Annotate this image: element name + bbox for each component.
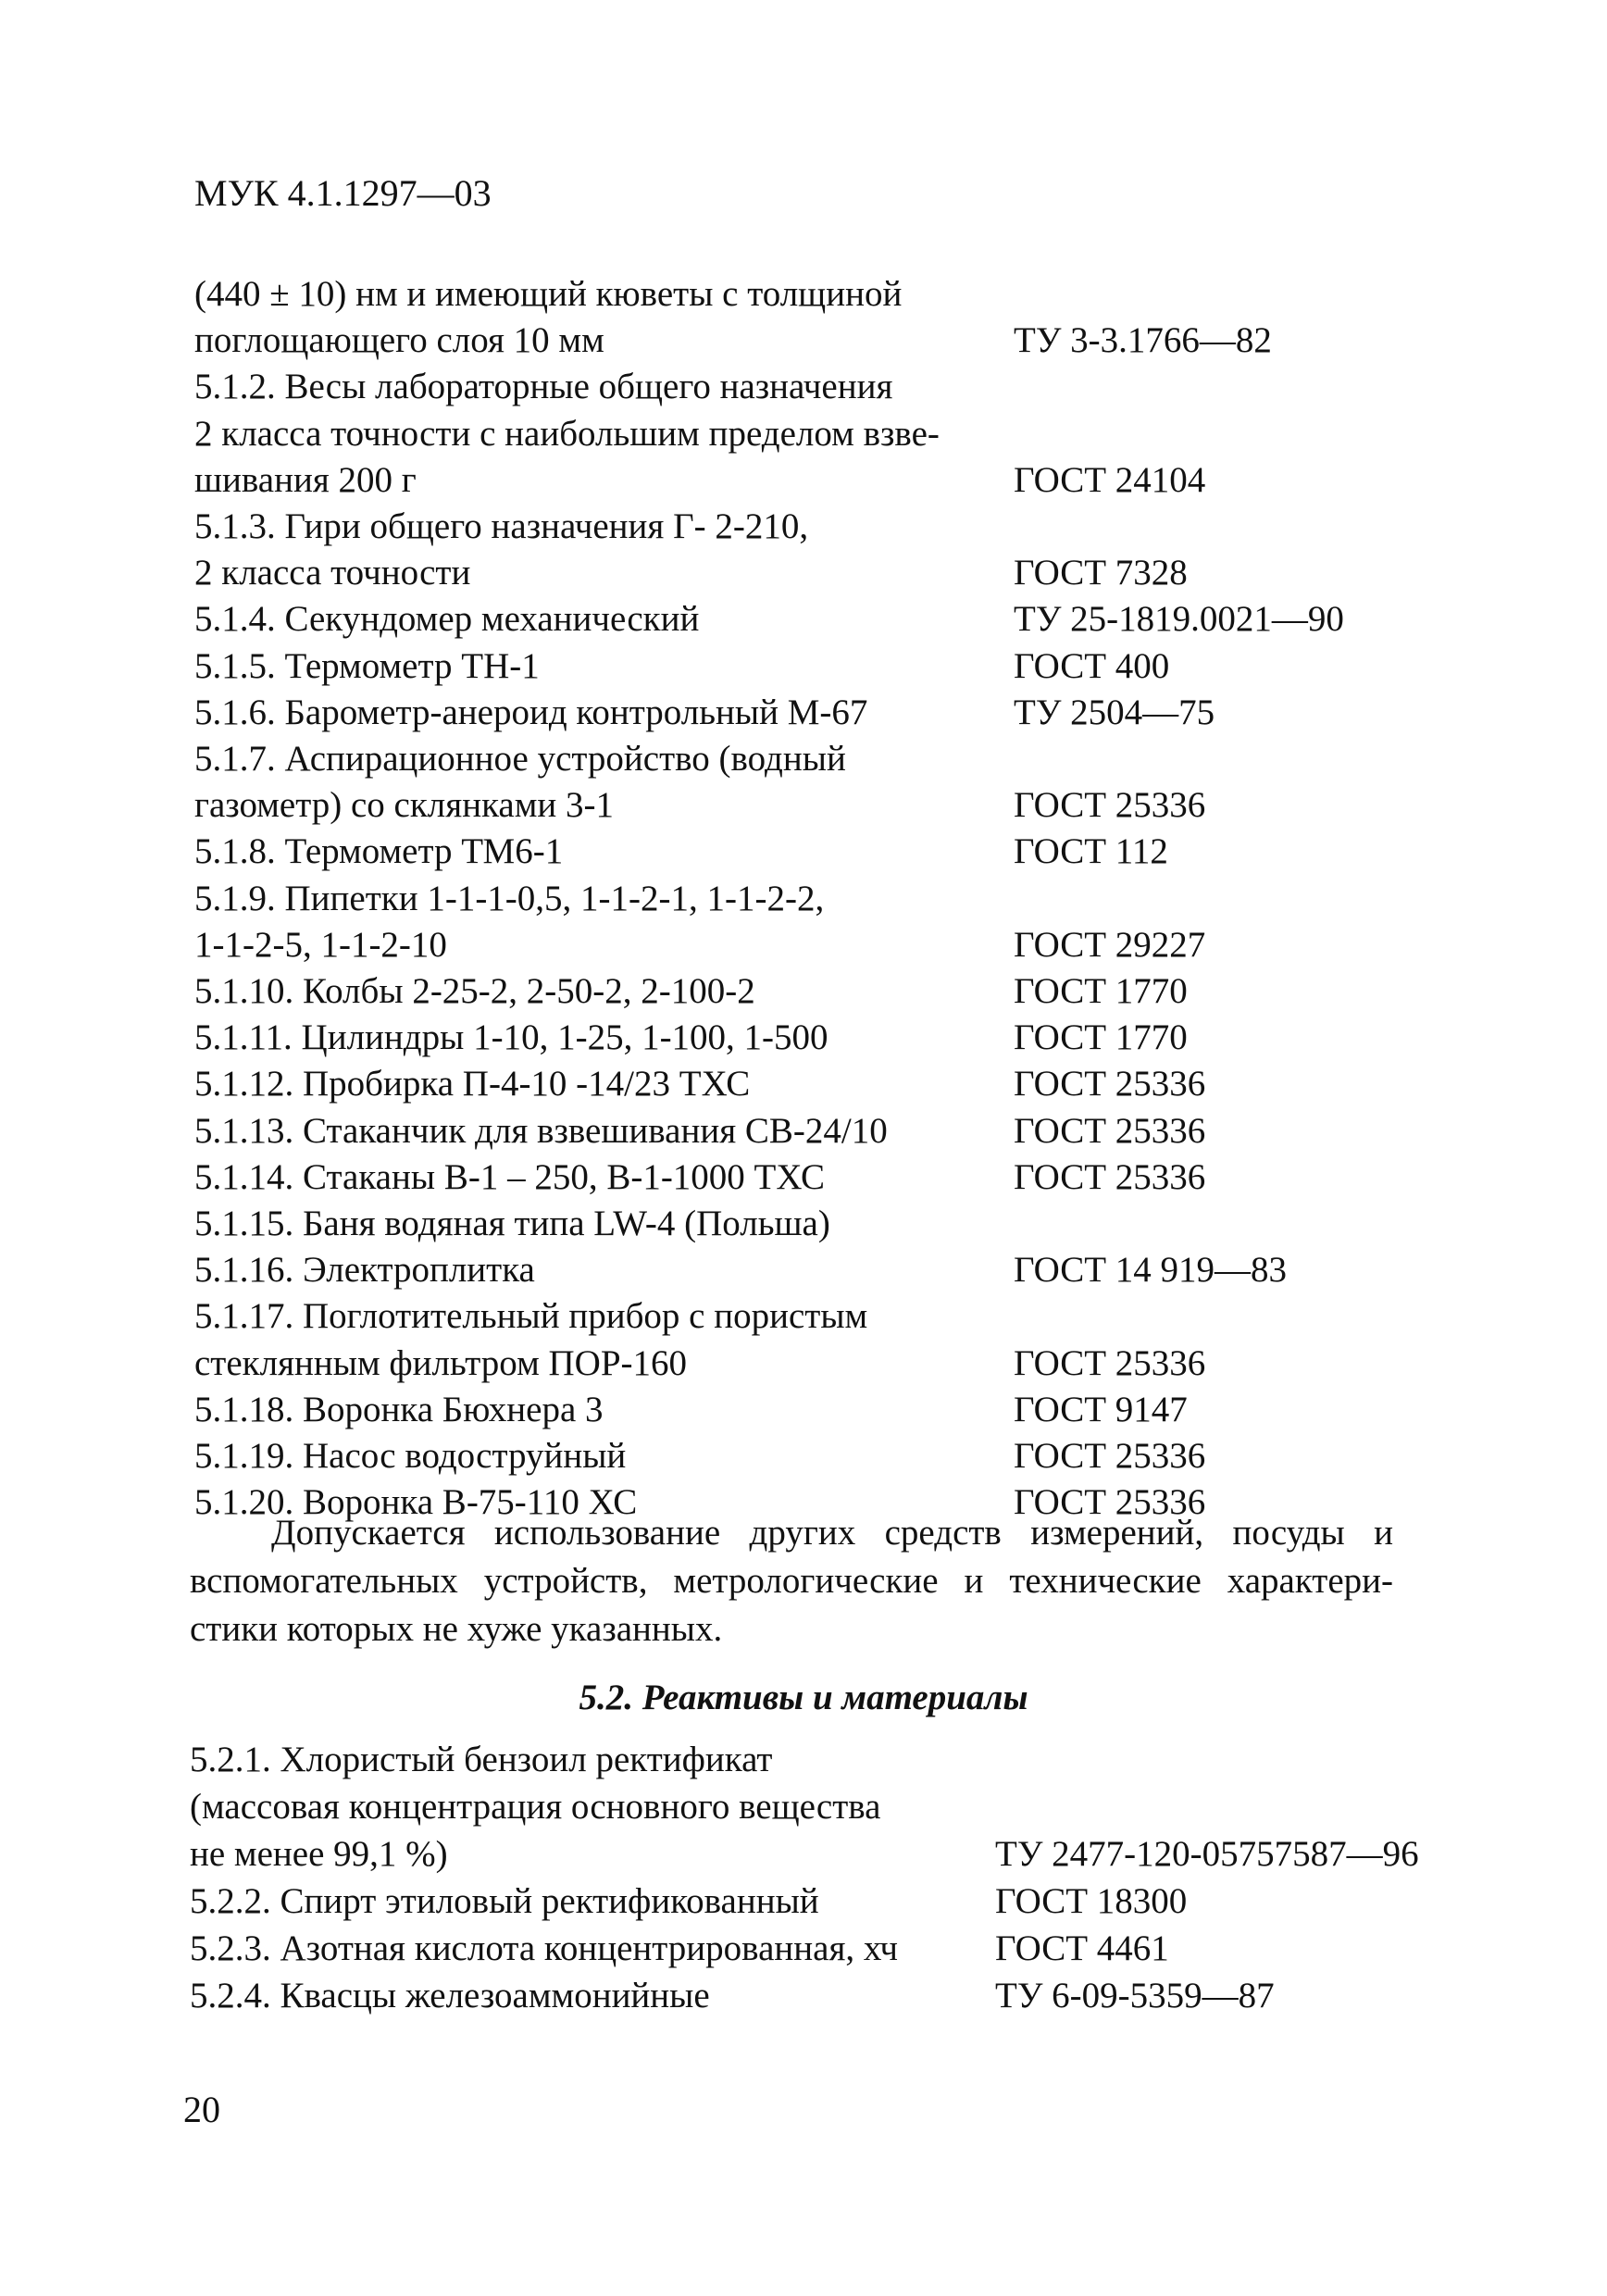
item-standard: ТУ 2477-120-05757587—96: [995, 1834, 1419, 1874]
item-text: 5.1.8. Термометр ТМ6-1: [194, 831, 564, 872]
item-standard: ГОСТ 25336: [1014, 1110, 1206, 1151]
item-text: 5.1.13. Стаканчик для взвешивания СВ-24/10: [194, 1110, 888, 1151]
list-row: [194, 1201, 1435, 1247]
list-row: [194, 504, 1435, 550]
item-text: 5.1.12. Пробирка П-4-10 -14/23 ТХС: [194, 1064, 751, 1104]
item-standard: ГОСТ 1770: [1014, 1017, 1188, 1058]
item-text: 5.1.18. Воронка Бюхнера 3: [194, 1389, 604, 1429]
list-row: [194, 968, 1435, 1015]
list-row: [190, 1736, 1467, 1783]
list-row: [190, 1972, 1467, 2019]
equipment-list: [194, 271, 1435, 1526]
list-row: [194, 1387, 1435, 1433]
list-row: [194, 1154, 1435, 1201]
item-standard: ТУ 2504—75: [1014, 692, 1215, 732]
list-row: [194, 457, 1435, 504]
note-line: стики которых не хуже указанных.: [190, 1609, 723, 1649]
item-text: газометр) со склянками 3-1: [194, 785, 615, 826]
list-row: [194, 1247, 1435, 1293]
list-row: [194, 1433, 1435, 1479]
list-row: [190, 1878, 1467, 1925]
item-text: 2 класса точности: [194, 553, 471, 593]
item-text: 5.1.4. Секундомер механический: [194, 599, 700, 640]
item-text: (массовая концентрация основного вещества: [190, 1787, 881, 1827]
item-standard: ГОСТ 25336: [1014, 785, 1206, 826]
item-text: 5.2.2. Спирт этиловый ректификованный: [190, 1881, 819, 1921]
item-standard: ТУ 6-09-5359—87: [995, 1976, 1275, 2015]
list-row: [194, 1293, 1435, 1340]
list-row: [194, 1061, 1435, 1107]
item-standard: ГОСТ 18300: [995, 1881, 1188, 1921]
item-text: 5.1.6. Барометр-анероид контрольный М-67: [194, 692, 868, 732]
page-number: 20: [183, 2089, 220, 2130]
item-text: 5.1.10. Колбы 2-25-2, 2-50-2, 2-100-2: [194, 971, 755, 1012]
item-text: 5.1.2. Весы лабораторные общего назначения: [194, 367, 893, 407]
list-row: [194, 643, 1435, 690]
list-row: [194, 364, 1435, 410]
item-text: 5.1.5. Термометр ТН-1: [194, 645, 540, 686]
list-row: [194, 1341, 1435, 1387]
list-row: [194, 876, 1435, 922]
item-text: шивания 200 г: [194, 459, 417, 500]
item-text: 5.2.4. Квасцы железоаммонийные: [190, 1976, 710, 2015]
item-standard: ТУ 25-1819.0021—90: [1014, 599, 1344, 640]
item-standard: ТУ 3-3.1766—82: [1014, 320, 1272, 361]
item-text: 5.1.11. Цилиндры 1-10, 1-25, 1-100, 1-500: [194, 1017, 828, 1058]
list-row: [194, 411, 1435, 457]
item-standard: ГОСТ 400: [1014, 645, 1170, 686]
item-text: 2 класса точности с наибольшим пределом взве-: [194, 413, 940, 454]
list-row: [194, 596, 1435, 643]
list-row: [194, 1015, 1435, 1061]
list-row: [190, 1925, 1467, 1972]
item-text: 5.2.1. Хлористый бензоил ректификат: [190, 1740, 773, 1779]
item-text: поглощающего слоя 10 мм: [194, 320, 604, 361]
item-text: 5.1.9. Пипетки 1-1-1-0,5, 1-1-2-1, 1-1-2-2,: [194, 878, 825, 918]
item-text: 5.1.15. Баня водяная типа LW-4 (Польша): [194, 1204, 830, 1244]
item-standard: ГОСТ 24104: [1014, 459, 1206, 500]
item-standard: ГОСТ 4461: [995, 1928, 1169, 1968]
item-standard: ГОСТ 14 919—83: [1014, 1250, 1288, 1291]
item-standard: ГОСТ 25336: [1014, 1064, 1206, 1104]
document-header: МУК 4.1.1297—03: [194, 172, 492, 214]
item-standard: ГОСТ 25336: [1014, 1342, 1206, 1383]
note-line: вспомогательных устройств, метрологические и технические характери-: [190, 1561, 1393, 1601]
item-text: 5.1.7. Аспирационное устройство (водный: [194, 739, 846, 780]
item-text: 5.1.16. Электроплитка: [194, 1250, 535, 1291]
item-text: 5.1.20. Воронка В-75-110 ХС: [194, 1482, 638, 1523]
item-text: стеклянным фильтром ПОР-160: [194, 1342, 688, 1383]
item-standard: ГОСТ 9147: [1014, 1389, 1188, 1429]
item-text: (440 ± 10) нм и имеющий кюветы с толщиной: [194, 274, 903, 314]
note-paragraph: [190, 1509, 1393, 1653]
item-standard: ГОСТ 7328: [1014, 553, 1188, 593]
section-title: 5.2. Реактивы и материалы: [579, 1678, 1028, 1717]
reagent-list: [190, 1736, 1467, 2019]
note-line: Допускается использование других средств измерений, посуды и: [271, 1513, 1393, 1553]
item-text: 5.1.14. Стаканы В-1 – 250, В-1-1000 ТХС: [194, 1156, 826, 1197]
list-row: [194, 782, 1435, 829]
item-text: не менее 99,1 %): [190, 1834, 448, 1874]
item-standard: ГОСТ 112: [1014, 831, 1168, 872]
list-row: [194, 318, 1435, 364]
item-text: 5.1.3. Гири общего назначения Г- 2-210,: [194, 506, 809, 547]
list-row: [194, 271, 1435, 318]
list-row: [190, 1830, 1467, 1878]
list-row: [190, 1783, 1467, 1830]
item-standard: ГОСТ 1770: [1014, 971, 1188, 1012]
list-row: [194, 736, 1435, 782]
item-standard: ГОСТ 25336: [1014, 1482, 1206, 1523]
list-row: [194, 922, 1435, 968]
list-row: [194, 1108, 1435, 1154]
item-text: 5.1.19. Насос водоструйный: [194, 1436, 627, 1477]
item-text: 5.2.3. Азотная кислота концентрированная, хч: [190, 1928, 899, 1968]
list-row: [194, 829, 1435, 875]
list-row: [194, 690, 1435, 736]
item-text: 1-1-2-5, 1-1-2-10: [194, 924, 447, 965]
item-standard: ГОСТ 25336: [1014, 1156, 1206, 1197]
list-row: [194, 550, 1435, 596]
item-standard: ГОСТ 29227: [1014, 924, 1206, 965]
item-standard: ГОСТ 25336: [1014, 1436, 1206, 1477]
item-text: 5.1.17. Поглотительный прибор с пористым: [194, 1296, 868, 1337]
